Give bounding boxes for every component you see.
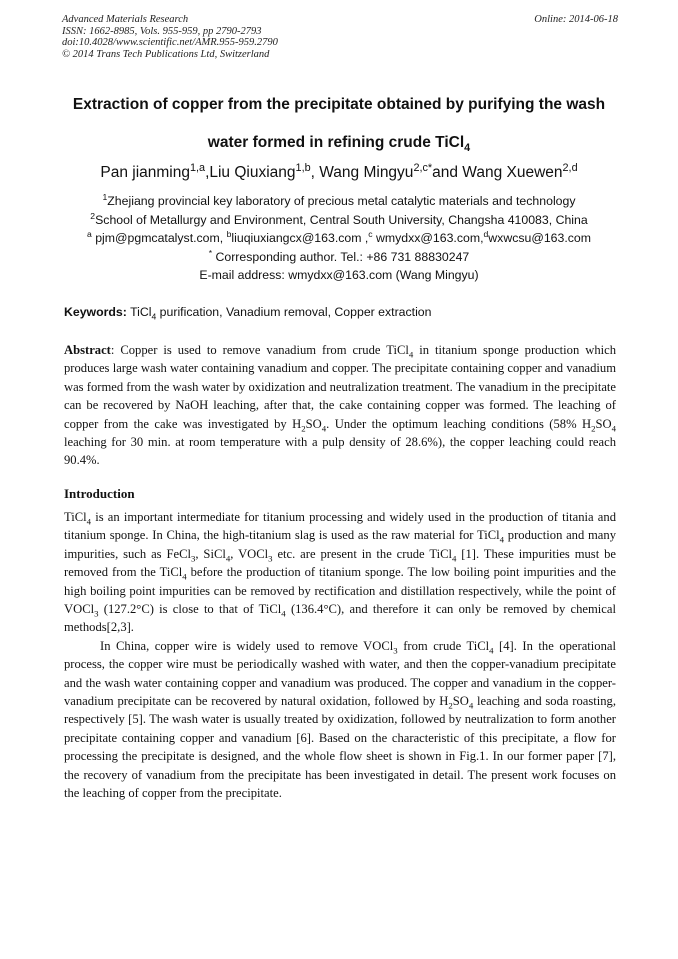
paper-title [40, 86, 638, 162]
journal-header [62, 14, 618, 60]
author-emails: $^a$ pjm@pgmcatalyst.com, $^b$liuqiuxiangcx@163.com ,$^c$ wmydxx@163.com,$^d$wxwcsu@163.com [87, 229, 591, 246]
corresponding-author: * Corresponding author. Tel.: +86 731 88830247 [208, 247, 470, 264]
keywords: Keywords: TiCl$_4$ purification, Vanadium removal, Copper extraction [64, 305, 432, 322]
copyright-line: © 2014 Trans Tech Publications Ltd, Switzerland [62, 48, 270, 60]
issn-line: ISSN: 1662-8985, Vols. 955-959, pp 2790-2793 [62, 25, 262, 37]
author-name: Pan jianming [100, 164, 190, 181]
affiliation-2: $^2$School of Metallurgy and Environment, Central South University, Changsha 410083, China [90, 210, 588, 227]
keywords-label: Keywords: [64, 305, 127, 319]
title-line-1: Extraction of copper from the precipitate obtained by purifying the wash [72, 96, 606, 113]
abstract-label: Abstract [64, 343, 111, 357]
affiliation-1: $^1$Zhejiang provincial key laboratory of precious metal catalytic materials and technology [102, 191, 576, 208]
affiliations [40, 192, 638, 285]
author-name: and Wang Xuewen [432, 164, 563, 181]
section-heading-introduction: Introduction [64, 486, 135, 501]
online-date: Online: 2014-06-18 [534, 14, 618, 25]
journal-name: Advanced Materials Research [62, 14, 189, 25]
doi-line: doi:10.4028/www.scientific.net/AMR.955-959.2790 [62, 37, 278, 49]
introduction-body [64, 508, 616, 803]
author-name: , Wang Mingyu [310, 164, 414, 181]
paragraph: In China, copper wire is widely used to remove VOCl$_3$ from crude TiCl$_4$ [4]. In the operational process, the copper wire must be periodically washed with water, and then the copper-vanadium precipitate and the wash water containing copper and vanadium was produced. The copper and vanadium in the copper-vanadium precipitate can be recovered by natural oxidation, followed by $H_2SO_4$ leaching and soda roasting, respectively [5]. The wash water is usually treated by oxidization, followed by neutralization to form another precipitate containing copper and vanadium [6]. Based on the characteristic of this precipitate, a flow for processing the precipitate is designed, and the whole flow sheet is shown in Fig.1. In our former paper [7], the recovery of vanadium from the precipitate has been investigated in detail. The present work focuses on the leaching of copper from the precipitate. [64, 638, 616, 801]
abstract-paragraph: Abstract: Copper is used to remove vanadium from crude TiCl$_4$ in titanium sponge production which produces large wash water containing vanadium and copper. The precipitate containing copper and vanadium was formed from the wash water by oxidization and neutralization treatment. The vanadium in the precipitate can be recovered by NaOH leaching, after that, the cake containing copper was formed. The leaching of copper from the cake was investigated by $H_2SO_4$. Under the optimum leaching conditions (58% $H_2SO_4$ leaching for 30 min. at room temperature with a pulp density of 28.6%), the copper leaching could reach 90.4%. [64, 343, 617, 468]
title-line-2: water formed in refining crude TiCl$_4$ [207, 134, 471, 155]
author-list: Pan jianming$^{1,a}$,Liu Qiuxiang$^{1,b}$, Wang Mingyu$^{2,c*}$and Wang Xuewen$^{2,d}$ [100, 161, 578, 181]
author-name: ,Liu Qiuxiang [205, 164, 296, 181]
paragraph: TiCl$_4$ is an important intermediate for titanium processing and widely used in the production of titania and titanium sponge. In China, the high-titanium slag is used as the raw material for TiCl$_4$ production and many impurities, such as FeCl$_3$, SiCl$_4$, VOCl$_3$ etc. are present in the crude TiCl$_4$ [1]. These impurities must be removed from the TiCl$_4$ before the production of titanium sponge. The low boiling point impurities and the high boiling point impurities can be removed by rectification and distillation respectively, while the point of VOCl$_3$ (127.2°C) is close to that of TiCl$_4$ (136.4°C), and therefore it can only be removed by chemical methods[2,3]. [64, 510, 616, 635]
corresponding-email: E-mail address: wmydxx@163.com (Wang Mingyu) [199, 268, 479, 283]
